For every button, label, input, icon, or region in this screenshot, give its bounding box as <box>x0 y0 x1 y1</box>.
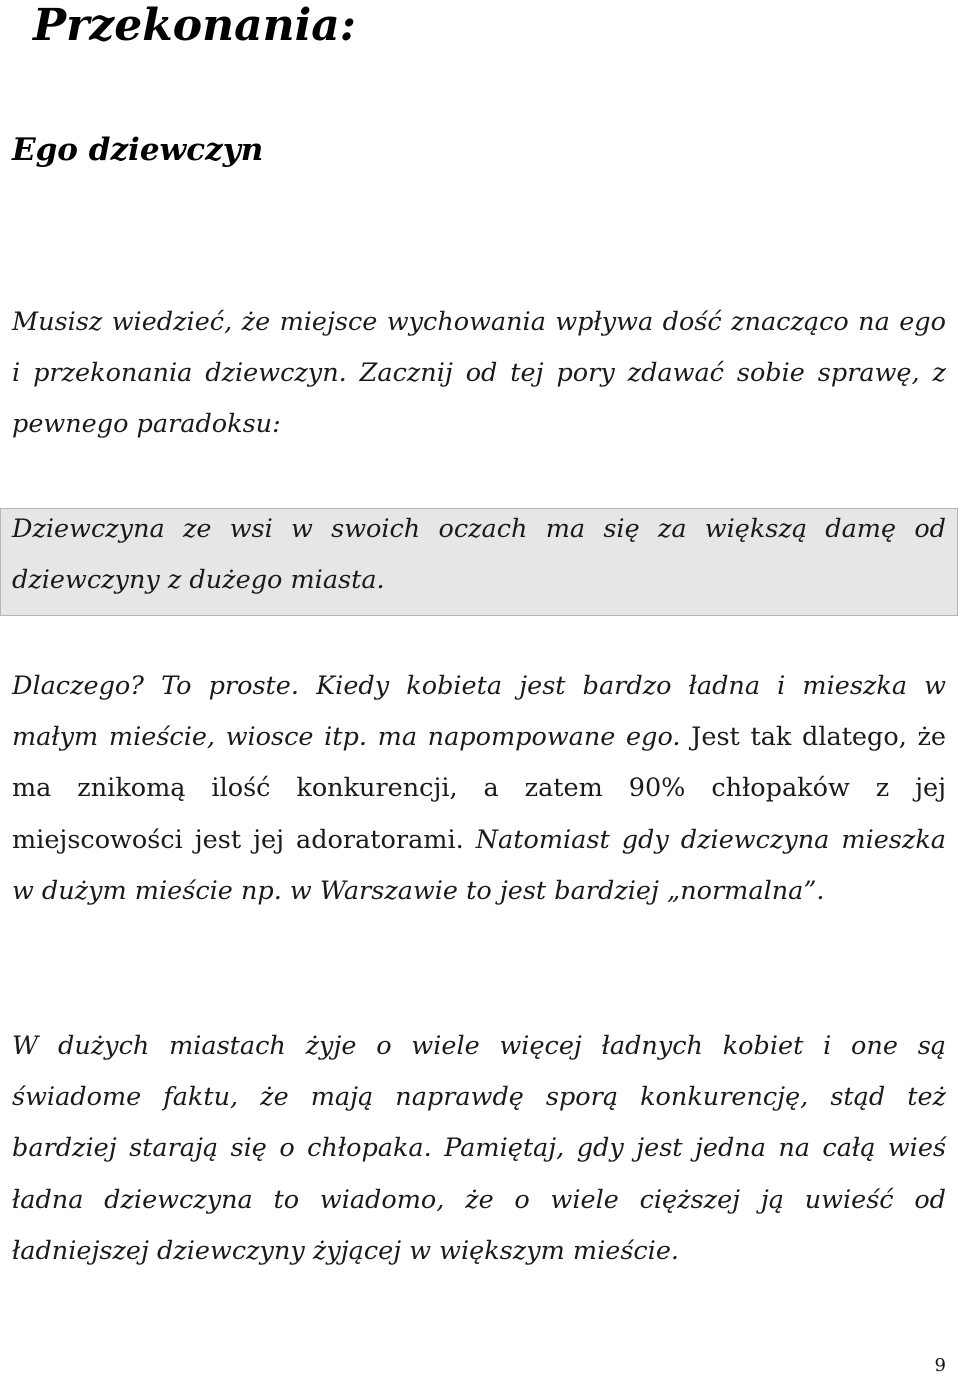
paragraph-explanation-part3: Jest tak dlatego, że ma znikomą ilość konkurencji, a zatem 90% chłopaków z jej miejscowości jest jej adoratorami. <box>12 722 946 855</box>
paragraph-big-cities-part2: Pamiętaj, gdy jest jedna na całą wieś ładna dziewczyna to wiadomo, że o wiele cięższej ją uwieść od ładniejszej dziewczyny żyjącej w większym mieście. <box>12 1133 946 1266</box>
highlight-box-text: Dziewczyna ze wsi w swoich oczach ma się za większą damę od dziewczyny z dużego miasta. <box>12 514 946 596</box>
paragraph-explanation <box>12 661 946 917</box>
section-subheading: Ego dziewczyn <box>12 132 264 168</box>
paragraph-explanation-part1: Dlaczego? To proste. <box>12 671 317 701</box>
paragraph-explanation-part4: Natomiast gdy dziewczyna mieszka w dużym mieście np. w Warszawie to jest bardziej „normalna”. <box>12 824 946 906</box>
page-heading: Przekonania: <box>33 0 357 51</box>
paragraph-explanation-part2: Kiedy kobieta jest bardzo ładna i mieszka w małym mieście, wiosce itp. ma napompowane ego. <box>12 671 946 753</box>
paragraph-big-cities <box>12 1021 946 1277</box>
paragraph-intro: Musisz wiedzieć, że miejsce wychowania wpływa dość znacząco na ego i przekonania dziewczyn. Zacznij od tej pory zdawać sobie sprawę, z pewnego paradoksu: <box>12 307 946 440</box>
paragraph-big-cities-part1: W dużych miastach żyje o wiele więcej ładnych kobiet i one są świadome faktu, że mają naprawdę sporą konkurencję, stąd też bardziej starają się o chłopaka. <box>12 1031 946 1164</box>
page-number: 9 <box>934 1355 946 1376</box>
